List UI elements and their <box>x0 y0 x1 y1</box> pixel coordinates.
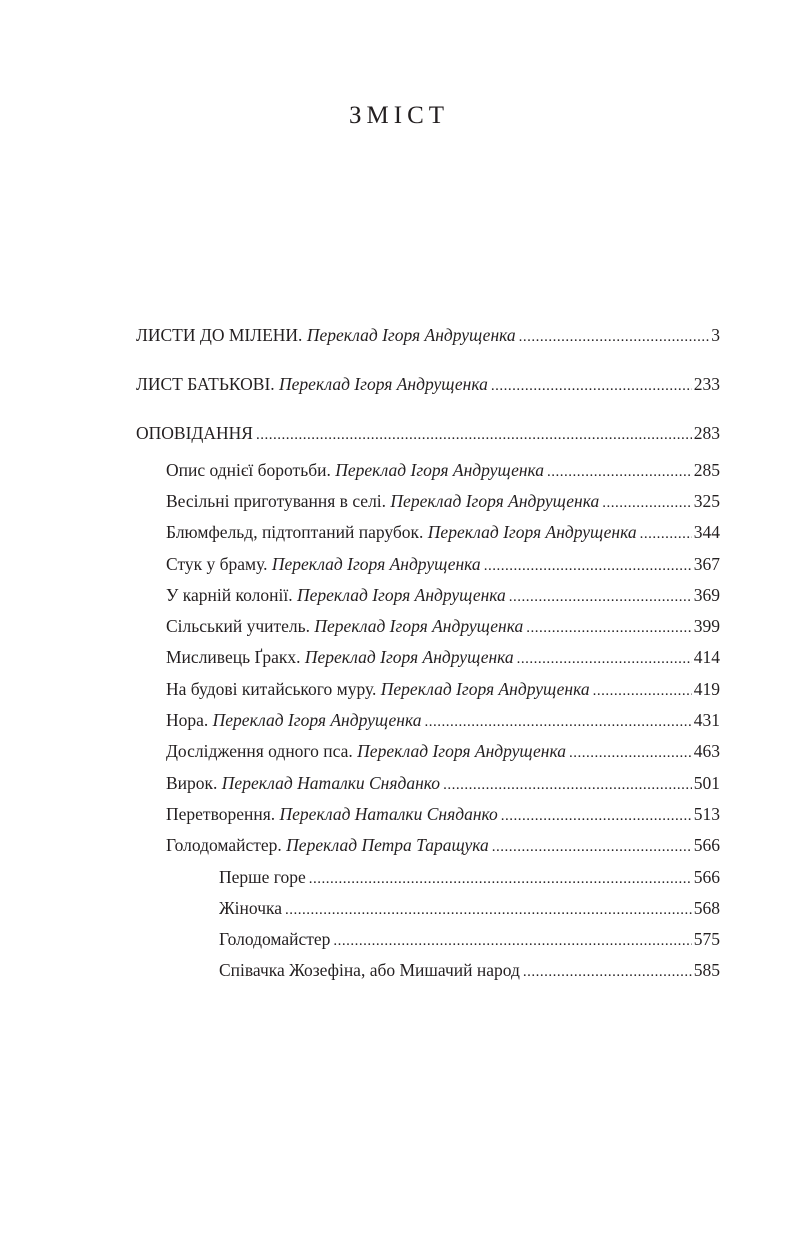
entry-title: Весільні приготування в селі. <box>166 491 387 511</box>
toc-entry[interactable] <box>166 709 720 733</box>
entry-title: Голодомайстер <box>219 929 331 949</box>
entry-page-number: 566 <box>693 867 720 887</box>
entry-page-number: 463 <box>693 741 720 761</box>
entry-translator: Переклад Ігоря Андрущенка <box>296 585 506 605</box>
dot-leader <box>492 836 692 858</box>
dot-leader <box>443 774 692 796</box>
dot-leader <box>517 648 692 670</box>
entry-title: У карній колонії. <box>166 585 293 605</box>
entry-page-number: 419 <box>693 679 720 699</box>
dot-leader <box>484 555 692 577</box>
dot-leader <box>509 586 692 608</box>
entry-title: ЛИСТ БАТЬКОВІ. <box>136 374 275 394</box>
entry-title: Стук у браму. <box>166 554 268 574</box>
entry-title: ОПОВІДАННЯ <box>136 423 253 443</box>
entry-page-number: 369 <box>693 585 720 605</box>
toc-entry[interactable] <box>166 740 720 764</box>
entry-title: Блюмфельд, підтоптаний парубок. <box>166 522 424 542</box>
entry-title: ЛИСТИ ДО МІЛЕНИ. <box>136 325 303 345</box>
entry-title: Мисливець Ґракх. <box>166 647 301 667</box>
entry-page-number: 414 <box>693 647 720 667</box>
toc-entry[interactable] <box>166 459 720 483</box>
toc-entry[interactable] <box>166 803 720 827</box>
dot-leader <box>519 326 710 348</box>
dot-leader <box>424 711 691 733</box>
dot-leader <box>523 961 692 983</box>
entry-translator: Переклад Ігоря Андрущенка <box>380 679 590 699</box>
entry-translator: Переклад Ігоря Андрущенка <box>306 325 516 345</box>
entry-page-number: 233 <box>693 374 720 394</box>
entry-translator: Переклад Наталки Сняданко <box>279 804 498 824</box>
entry-page-number: 285 <box>693 460 720 480</box>
page-title: ЗМІСТ <box>348 102 450 129</box>
entry-title: Перше горе <box>219 867 306 887</box>
dot-leader <box>256 424 692 446</box>
entry-translator: Переклад Ігоря Андрущенка <box>314 616 524 636</box>
toc-entry[interactable] <box>166 834 720 858</box>
entry-title: Вирок. <box>166 773 218 793</box>
toc-entry[interactable] <box>136 373 720 397</box>
toc-entry[interactable] <box>166 772 720 796</box>
toc-entry[interactable] <box>166 615 720 639</box>
entry-translator: Переклад Ігоря Андрущенка <box>271 554 481 574</box>
entry-title: Голодомайстер. <box>166 835 282 855</box>
entry-page-number: 3 <box>711 325 720 345</box>
toc-entry[interactable] <box>136 324 720 348</box>
entry-translator: Переклад Ігоря Андрущенка <box>390 491 600 511</box>
entry-page-number: 431 <box>693 710 720 730</box>
entry-title: Опис однієї боротьби. <box>166 460 331 480</box>
entry-page-number: 367 <box>693 554 720 574</box>
entry-page-number: 513 <box>693 804 720 824</box>
dot-leader <box>640 523 692 545</box>
entry-page-number: 568 <box>693 898 720 918</box>
entry-page-number: 501 <box>693 773 720 793</box>
dot-leader <box>526 617 692 639</box>
dot-leader <box>501 805 692 827</box>
entry-page-number: 325 <box>693 491 720 511</box>
dot-leader <box>491 375 692 397</box>
entry-translator: Переклад Ігоря Андрущенка <box>212 710 422 730</box>
dot-leader <box>333 930 691 952</box>
toc-entry[interactable] <box>219 959 720 983</box>
entry-translator: Переклад Ігоря Андрущенка <box>427 522 637 542</box>
toc-entry[interactable] <box>166 490 720 514</box>
entry-page-number: 399 <box>693 616 720 636</box>
entry-page-number: 566 <box>693 835 720 855</box>
entry-page-number: 344 <box>693 522 720 542</box>
entry-title: Нора. <box>166 710 209 730</box>
entry-page-number: 585 <box>693 960 720 980</box>
entry-title: Перетворення. <box>166 804 276 824</box>
entry-translator: Переклад Петра Таращука <box>286 835 489 855</box>
entry-title: Сільський учитель. <box>166 616 311 636</box>
entry-translator: Переклад Ігоря Андрущенка <box>335 460 545 480</box>
toc-entry[interactable] <box>166 553 720 577</box>
entry-title: Співачка Жозефіна, або Мишачий народ <box>219 960 520 980</box>
toc-entry[interactable] <box>219 928 720 952</box>
entry-translator: Переклад Ігоря Андрущенка <box>357 741 566 761</box>
entry-title: На будові китайського муру. <box>166 679 377 699</box>
dot-leader <box>547 461 692 483</box>
entry-title: Жіночка <box>219 898 283 918</box>
entry-title: Дослідження одного пса. <box>166 741 353 761</box>
entry-page-number: 283 <box>693 423 720 443</box>
entry-page-number: 575 <box>693 929 720 949</box>
toc-entry[interactable] <box>166 584 720 608</box>
entry-translator: Переклад Ігоря Андрущенка <box>304 647 514 667</box>
dot-leader <box>285 899 692 921</box>
toc-entry[interactable] <box>166 521 720 545</box>
toc-entry[interactable] <box>166 678 720 702</box>
dot-leader <box>569 742 692 764</box>
entry-translator: Переклад Наталки Сняданко <box>221 773 441 793</box>
toc-entry[interactable] <box>166 646 720 670</box>
entry-translator: Переклад Ігоря Андрущенка <box>279 374 488 394</box>
dot-leader <box>602 492 692 514</box>
dot-leader <box>593 680 692 702</box>
toc-entry[interactable] <box>219 897 720 921</box>
toc-entry[interactable] <box>136 422 720 446</box>
dot-leader <box>309 868 692 890</box>
toc-entry[interactable] <box>219 866 720 890</box>
